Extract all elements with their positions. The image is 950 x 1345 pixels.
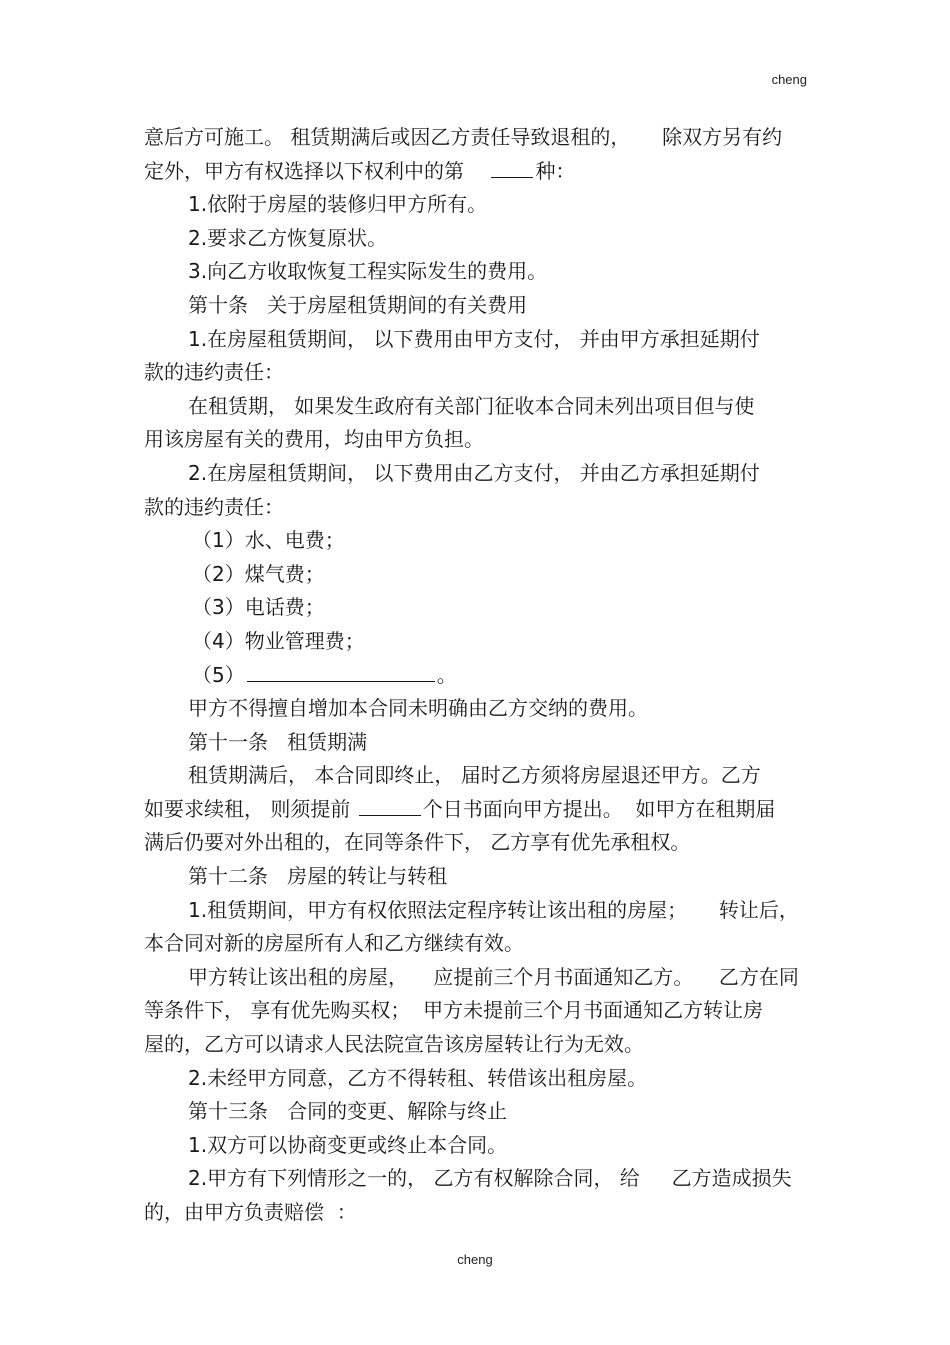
fill-blank bbox=[247, 659, 435, 682]
article-heading: 第十一条 租赁期满 bbox=[188, 729, 368, 754]
list-item: （2）煤气费； bbox=[192, 561, 325, 586]
paragraph-line: 等条件下， 享有优先购买权； 甲方未提前三个月书面通知乙方转让房 bbox=[144, 998, 764, 1023]
paragraph-line: 款的违约责任： bbox=[144, 360, 284, 385]
line-text: 。 bbox=[436, 662, 457, 687]
paragraph-line bbox=[144, 155, 806, 189]
line-text: （5） bbox=[192, 662, 245, 687]
paragraph-line: 用该房屋有关的费用，均由甲方负担。 bbox=[144, 427, 484, 452]
paragraph-line: 屋的，乙方可以请求人民法院宣告该房屋转让行为无效。 bbox=[144, 1032, 644, 1057]
article-heading: 第十二条 房屋的转让与转租 bbox=[188, 864, 448, 889]
paragraph-line bbox=[144, 793, 806, 827]
list-item: （1）水、电费； bbox=[192, 528, 345, 553]
line-text: 如要求续租， 则须提前 bbox=[144, 796, 357, 821]
paragraph-line: 意后方可施工。 租赁期满后或因乙方责任导致退租的， 除双方另有约 bbox=[144, 125, 783, 149]
list-item: （3）电话费； bbox=[192, 595, 325, 620]
header-mark: cheng bbox=[771, 72, 807, 87]
paragraph-line: 租赁期满后， 本合同即终止， 届时乙方须将房屋退还甲方。乙方 bbox=[188, 763, 761, 788]
article-heading: 第十三条 合同的变更、解除与终止 bbox=[188, 1099, 508, 1124]
paragraph-line: 甲方不得擅自增加本合同未明确由乙方交纳的费用。 bbox=[188, 696, 648, 721]
paragraph-line: 2.甲方有下列情形之一的， 乙方有权解除合同， 给 乙方造成损失 bbox=[188, 1166, 792, 1191]
document-body bbox=[144, 121, 806, 1230]
paragraph-line: 在租赁期， 如果发生政府有关部门征收本合同未列出项目但与使 bbox=[188, 393, 755, 418]
paragraph-line: 本合同对新的房屋所有人和乙方继续有效。 bbox=[144, 931, 524, 956]
paragraph-line: 2.在房屋租赁期间， 以下费用由乙方支付， 并由乙方承担延期付 bbox=[188, 460, 760, 485]
paragraph-line: 2.未经甲方同意，乙方不得转租、转借该出租房屋。 bbox=[188, 1065, 648, 1090]
list-item: 1.依附于房屋的装修归甲方所有。 bbox=[188, 192, 488, 217]
fill-blank bbox=[491, 155, 533, 178]
fill-blank bbox=[359, 793, 421, 816]
footer-mark: cheng bbox=[457, 1252, 493, 1267]
list-item: 1.双方可以协商变更或终止本合同。 bbox=[188, 1132, 508, 1157]
list-item bbox=[144, 659, 806, 693]
paragraph-line: 的，由甲方负责赔偿 ： bbox=[144, 1200, 357, 1224]
line-text: 个日书面向甲方提出。 如甲方在租期届 bbox=[422, 796, 776, 821]
article-heading: 第十条 关于房屋租赁期间的有关费用 bbox=[188, 292, 528, 317]
line-text: 种： bbox=[535, 158, 576, 183]
list-item: （4）物业管理费； bbox=[192, 628, 365, 653]
paragraph-line: 1.租赁期间，甲方有权依照法定程序转让该出租的房屋； 转让后， bbox=[188, 897, 799, 922]
paragraph-line: 甲方转让该出租的房屋， 应提前三个月书面通知乙方。 乙方在同 bbox=[188, 964, 799, 989]
paragraph-line: 款的违约责任： bbox=[144, 494, 284, 519]
list-item: 2.要求乙方恢复原状。 bbox=[188, 225, 388, 250]
list-item: 3.向乙方收取恢复工程实际发生的费用。 bbox=[188, 259, 548, 284]
line-text: 定外，甲方有权选择以下权利中的第 bbox=[144, 158, 490, 183]
paragraph-line: 满后仍要对外出租的，在同等条件下， 乙方享有优先承租权。 bbox=[144, 830, 691, 855]
paragraph-line: 1.在房屋租赁期间， 以下费用由甲方支付， 并由甲方承担延期付 bbox=[188, 326, 760, 351]
